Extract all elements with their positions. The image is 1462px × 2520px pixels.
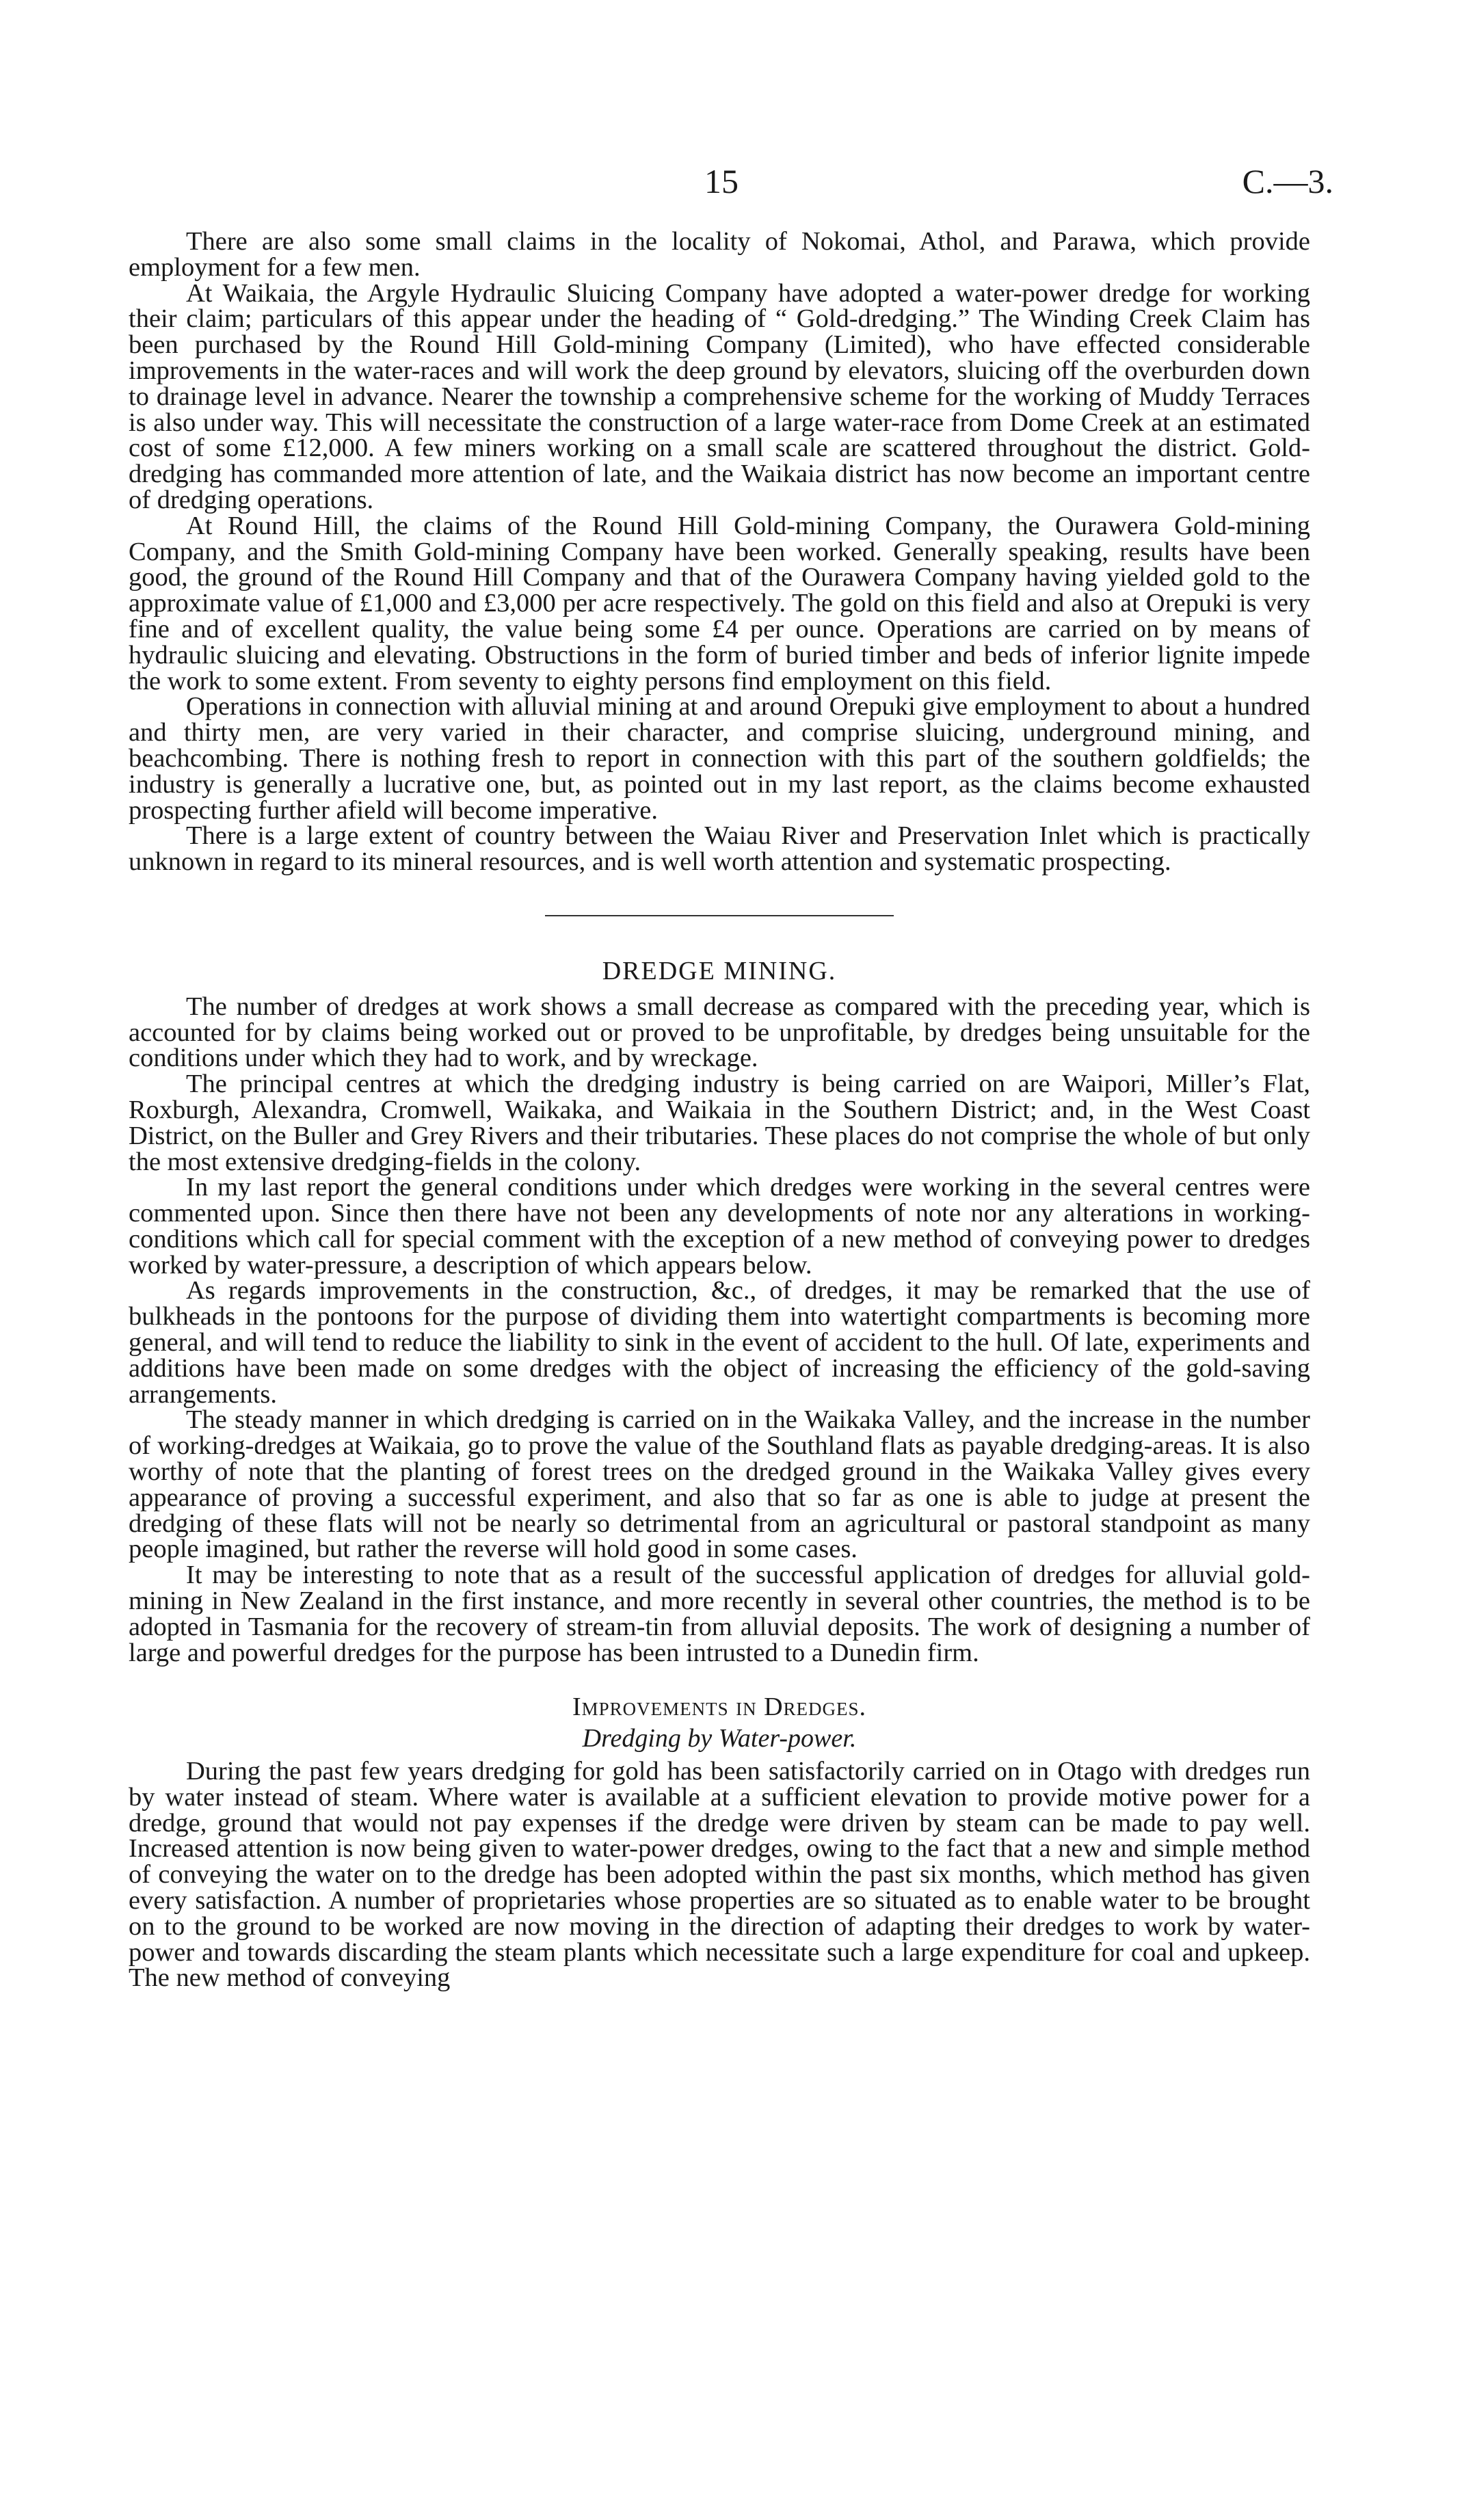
body-text [129, 229, 1310, 1991]
paragraph: The number of dredges at work shows a small decrease as compared with the preceding year, which is accounted for by claims being worked out or proved to be unprofitable, by dredges being unsuitable for the conditions under which they had to work, and by wreckage. [129, 992, 1310, 1073]
paragraph: Operations in connection with alluvial mining at and around Orepuki give employment to about a hundred and thirty men, are very varied in their character, and comprise sluicing, underground mining, and beachcombing. There is nothing fresh to report in connection with this part of the southern goldfields; the industry is generally a lucrative one, but, as pointed out in my last report, as the claims become exhausted prospecting further afield will become imperative. [129, 692, 1310, 825]
subsection-subtitle-water-power: Dredging by Water-power. [582, 1724, 857, 1753]
page-number: 15 [704, 162, 739, 200]
paragraph: As regards improvements in the construction, &c., of dredges, it may be remarked that the use of bulkheads in the pontoons for the purpose of dividing them into watertight compartments is becoming more general, and will tend to reduce the liability to sink in the event of accident to the hull. Of late, experiments and additions have been made on some dredges with the object of increasing the efficiency of the gold-saving arrangements. [129, 1276, 1310, 1409]
paragraph: There are also some small claims in the locality of Nokomai, Athol, and Parawa, which provide employment for a few men. [129, 227, 1310, 282]
paragraph: The steady manner in which dredging is carried on in the Waikaka Valley, and the increase in the number of working-dredges at Waikaia, go to prove the value of the Southland flats as payable dredging-areas. It is also worthy of note that the planting of forest trees on the dredged ground in the Waikaka Valley gives every appearance of proving a successful experiment, and also that so far as one is able to judge at present the dredging of these flats will not be nearly so detrimental from an agricultural or pastoral standpoint as many people imagined, but rather the reverse will hold good in some cases. [129, 1405, 1310, 1564]
paragraph: At Waikaia, the Argyle Hydraulic Sluicing Company have adopted a water-power dredge for working their claim; particulars of this appear under the heading of “ Gold-dredging.” The Winding Creek Claim has been purchased by the Round Hill Gold-mining Company (Limited), who have effected considerable improvements in the water-races and will work the deep ground by elevators, sluicing off the overburden down to drainage level in advance. Nearer the township a comprehensive scheme for the working of Muddy Terraces is also under way. This will necessitate the construction of a large water-race from Dome Creek at an estimated cost of some £12,000. A few miners working on a small scale are scattered throughout the district. Gold-dredging has commanded more attention of late, and the Waikaia district has now become an important centre of dredging operations. [129, 278, 1310, 514]
paragraph: The principal centres at which the dredging industry is being carried on are Waipori, Miller’s Flat, Roxburgh, Alexandra, Cromwell, Waikaka, and Waikaia in the Southern District; and, in the West Coast District, on the Buller and Grey Rivers and their tributaries. These places do not comprise the whole of but only the most extensive dredging-fields in the colony. [129, 1070, 1310, 1176]
paragraph: There is a large extent of country between the Waiau River and Preservation Inlet which is practically unknown in regard to its mineral resources, and is well worth attention and systematic prospecting. [129, 821, 1310, 877]
section-divider [545, 915, 894, 916]
paragraph: In my last report the general conditions under which dredges were working in the several centres were commented upon. Since then there have not been any developments of note nor any alterations in working-conditions which call for special comment with the exception of a new method of conveying power to dredges worked by water-pressure, a description of which appears below. [129, 1173, 1310, 1279]
paragraph: It may be interesting to note that as a result of the successful application of dredges for alluvial gold-mining in New Zealand in the first instance, and more recently in several other countries, the method is to be adopted in Tasmania for the recovery of stream-tin from alluvial deposits. The work of designing a number of large and powerful dredges for the purpose has been intrusted to a Dunedin firm. [129, 1561, 1310, 1667]
paragraph: During the past few years dredging for gold has been satisfactorily carried on in Otago with dredges run by water instead of steam. Where water is available at a sufficient elevation to provide motive power for a dredge, ground that would not pay expenses if the dredge were driven by steam can be made to pay well. Increased attention is now being given to water-power dredges, owing to the fact that a new and simple method of conveying the water on to the dredge has been adopted within the past six months, which method has given every satisfaction. A number of proprietaries whose properties are so situated as to enable water to be brought on to the ground to be worked are now moving in the direction of adapting their dredges to work by water-power and towards discarding the steam plants which necessitate such a large expenditure for coal and upkeep. The new method of conveying [129, 1757, 1310, 1993]
paragraph: At Round Hill, the claims of the Round Hill Gold-mining Company, the Ourawera Gold-mining Company, and the Smith Gold-mining Company have been worked. Generally speaking, results have been good, the ground of the Round Hill Company and that of the Ourawera Company having yielded gold to the approximate value of £1,000 and £3,000 per acre respectively. The gold on this field and also at Orepuki is very fine and of excellent quality, the value being some £4 per ounce. Operations are carried on by means of hydraulic sluicing and elevating. Obstructions in the form of buried timber and beds of inferior lignite impede the work to some extent. From seventy to eighty persons find employment on this field. [129, 511, 1310, 695]
subsection-title-improvements: Improvements in Dredges. [572, 1693, 867, 1722]
document-reference: C.—3. [1242, 162, 1333, 200]
section-title-dredge-mining: DREDGE MINING. [602, 956, 837, 985]
